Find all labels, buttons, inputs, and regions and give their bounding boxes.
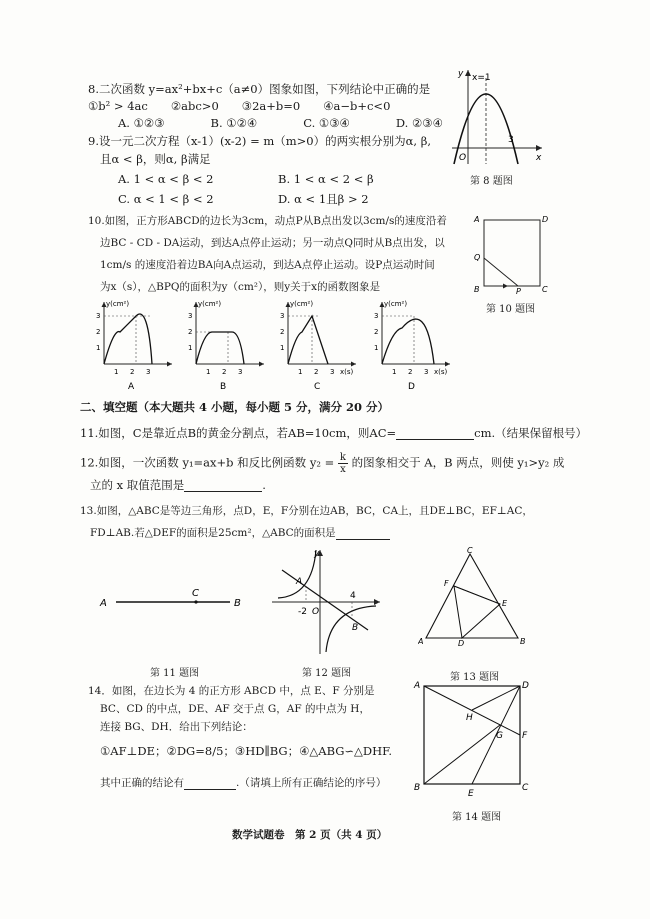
- q10-line4: 为x（s），△BPQ的面积为y（cm²），则y关于x的函数图象是: [100, 281, 381, 293]
- q10-a-tick-1: 1: [96, 344, 101, 352]
- q12-graph-figure: [268, 546, 384, 656]
- q14-line5: [100, 776, 386, 790]
- q14-label-f: F: [522, 731, 528, 741]
- q8-line2: ①b² > 4ac ②abc>0 ③2a+b=0 ④a−b+c<0: [88, 99, 391, 113]
- q14-line2: BC、CD 的中点，DE、AF 交于点 G，AF 的中点为 H，: [100, 703, 370, 715]
- q12-minus-two: -2: [298, 607, 307, 617]
- q10-d-xtick-2: 2: [408, 368, 413, 376]
- q10-b-tick-1: 1: [188, 344, 193, 352]
- q13-label-c: C: [467, 546, 473, 555]
- q8-three-label: 3: [508, 135, 514, 145]
- q10-a-tick-2: 2: [96, 328, 101, 336]
- q14-caption: 第 14 题图: [452, 812, 502, 823]
- q10-square-figure: [470, 210, 550, 294]
- q9-option-a: A. 1 < α < β < 2: [118, 172, 214, 186]
- q10-graph-c: [280, 300, 356, 392]
- q12-caption: 第 12 题图: [302, 668, 352, 679]
- q8-parabola-figure: [446, 64, 546, 168]
- q9-option-d: D. α < 1且β > 2: [278, 192, 369, 206]
- q10-line2: 边BC - CD - DA运动，到达A点停止运动；另一动点Q同时从B点出发，以: [100, 237, 445, 249]
- q12-frac-num: k: [339, 452, 346, 463]
- q10-label-d: D: [542, 215, 549, 224]
- q10-c-ylabel: y(cm²): [290, 300, 314, 308]
- q12-line1: [80, 452, 564, 475]
- q10-label-b: B: [474, 285, 480, 294]
- q12-point-a: A: [296, 577, 303, 587]
- q10-a-ylabel: y(cm²): [106, 300, 130, 308]
- q11-caption: 第 11 题图: [150, 668, 200, 679]
- q10-b-tick-3: 3: [188, 312, 193, 320]
- q10-label-p: P: [516, 287, 521, 294]
- q10-b-letter: B: [220, 382, 227, 392]
- q10-d-tick-3: 3: [374, 312, 379, 320]
- q12-point-b: B: [352, 623, 359, 633]
- q8-x-label: x: [536, 153, 542, 163]
- q14-line5-b: .（请填上所有正确结论的序号）: [236, 777, 387, 789]
- q14-square-figure: [410, 676, 534, 800]
- section2-heading: 二、填空题（本大题共 4 小题，每小题 5 分，满分 20 分）: [80, 400, 390, 414]
- q14-line4: ①AF⊥DE；②DG=8/5；③HD∥BG；④△ABG∽△DHF.: [100, 744, 392, 758]
- q8-axis-label: x=1: [472, 73, 491, 83]
- q11-point-c: C: [192, 588, 199, 599]
- q13-label-d: D: [458, 639, 465, 646]
- q13-label-e: E: [502, 599, 508, 608]
- q8-caption: 第 8 题图: [470, 176, 513, 187]
- q10-a-xtick-2: 2: [130, 368, 135, 376]
- q10-b-ylabel: y(cm²): [198, 300, 222, 308]
- q10-label-a: A: [474, 215, 480, 224]
- q11-point-b: B: [234, 598, 241, 609]
- q13-label-f: F: [444, 579, 449, 588]
- q10-option-graphs: [92, 294, 462, 392]
- q10-a-tick-3: 3: [96, 312, 101, 320]
- q12-text-a: 12.如图，一次函数 y₁=ax+b 和反比例函数: [80, 455, 307, 470]
- q10-a-xtick-3: 3: [146, 368, 151, 376]
- q8-options: A. ①②③ B. ①②④ C. ①③④ D. ②③④: [118, 116, 443, 130]
- q9-line1: 9.设一元二次方程（x-1）(x-2) = m（m>0）的两实根分别为α, β,: [88, 134, 432, 148]
- q11-text-a: 11.如图，C是靠近点B的黄金分割点，若AB=10cm，则AC=: [80, 426, 397, 440]
- page-footer: 数学试题卷 第 2 页（共 4 页）: [232, 829, 388, 841]
- q10-d-xtick-3: 3: [424, 368, 429, 376]
- q14-label-a: A: [414, 681, 421, 691]
- q10-c-xtick-3: 3: [330, 368, 335, 376]
- q9-option-c: C. α < 1 < β < 2: [118, 192, 214, 206]
- q12-origin: O: [312, 607, 320, 617]
- q12-line2-text: 立的 x 取值范围是: [90, 478, 185, 492]
- q13-line1: 13.如图，△ABC是等边三角形，点D，E，F分别在边AB，BC，CA上，且DE⊥BC，EF⊥AC，: [80, 505, 533, 517]
- q10-c-tick-1: 1: [280, 344, 285, 352]
- q14-label-c: C: [522, 783, 529, 793]
- q10-d-tick-2: 2: [374, 328, 379, 336]
- q14-line5-a: 其中正确的结论有: [100, 777, 184, 789]
- q14-line1: 14．如图，在边长为 4 的正方形 ABCD 中，点 E、F 分别是: [88, 685, 375, 697]
- q10-c-xlabel: x(s): [340, 368, 354, 376]
- q10-label-c: C: [542, 285, 548, 294]
- q14-label-g: G: [496, 731, 503, 741]
- q10-b-tick-2: 2: [188, 328, 193, 336]
- q12-fraction: [338, 452, 348, 475]
- q14-line3: 连接 BG、DH．给出下列结论：: [100, 721, 253, 733]
- q14-label-d: D: [522, 681, 529, 691]
- q10-c-letter: C: [314, 382, 321, 392]
- q14-label-e: E: [468, 789, 474, 799]
- q11-answer-blank[interactable]: [396, 427, 474, 440]
- q10-b-xtick-3: 3: [238, 368, 243, 376]
- q12-answer-blank[interactable]: [184, 479, 262, 492]
- q11-point-a: A: [100, 598, 107, 609]
- q10-line3: 1cm/s 的速度沿着边BA向A点运动，到达A点停止运动。设P点运动时间: [100, 259, 435, 271]
- q10-b-xtick-1: 1: [206, 368, 211, 376]
- q11-text: [80, 426, 587, 440]
- q10-d-xlabel: x(s): [434, 368, 448, 376]
- q10-c-tick-3: 3: [280, 312, 285, 320]
- q12-y-label: y: [314, 549, 320, 559]
- q8-y-label: y: [458, 69, 464, 79]
- q10-c-xtick-2: 2: [314, 368, 319, 376]
- q11-segment-figure: [96, 584, 256, 614]
- q10-graph-a: [96, 300, 172, 392]
- q13-triangle-figure: [418, 546, 528, 646]
- q12-text-b: 的图象相交于 A，B 两点，则使 y₁>y₂ 成: [351, 455, 565, 470]
- q13-line2: [90, 526, 390, 540]
- q10-d-xtick-1: 1: [392, 368, 397, 376]
- q11-text-b: cm.（结果保留根号）: [474, 426, 588, 440]
- q10-line1: 10.如图，正方形ABCD的边长为3cm，动点P从B点出发以3cm/s的速度沿着: [88, 215, 447, 227]
- q10-caption: 第 10 题图: [486, 304, 536, 315]
- q14-label-h: H: [466, 713, 473, 723]
- q12-four: 4: [350, 591, 356, 601]
- q10-c-tick-2: 2: [280, 328, 285, 336]
- q10-a-xtick-1: 1: [114, 368, 119, 376]
- q10-b-xtick-2: 2: [222, 368, 227, 376]
- q14-label-b: B: [414, 783, 421, 793]
- q13-answer-blank[interactable]: [336, 527, 390, 540]
- q12-frac-den: x: [340, 464, 346, 475]
- q13-line2-text: FD⊥AB.若△DEF的面积是25cm²，△ABC的面积是: [90, 527, 336, 539]
- q10-c-xtick-1: 1: [298, 368, 303, 376]
- q10-graph-d: [374, 300, 450, 392]
- q12-frac-lhs: y₂ =: [309, 455, 335, 470]
- q10-a-letter: A: [128, 382, 135, 392]
- q9-option-b: B. 1 < α < 2 < β: [278, 172, 374, 186]
- q10-graph-b: [188, 300, 264, 392]
- q8-origin-label: O: [459, 153, 467, 163]
- q8-line1: 8.二次函数 y=ax²+bx+c（a≠0）图象如图，下列结论中正确的是: [88, 82, 431, 96]
- q9-line2: 且α < β，则α, β满足: [100, 152, 211, 166]
- q10-label-q: Q: [474, 253, 481, 262]
- q13-caption: 第 13 题图: [450, 672, 500, 683]
- q10-d-letter: D: [408, 382, 415, 392]
- q13-label-a: A: [418, 637, 424, 646]
- q10-d-ylabel: y(cm²): [384, 300, 408, 308]
- q14-answer-blank[interactable]: [184, 777, 236, 790]
- q13-label-b: B: [520, 637, 526, 646]
- q12-line2: 立的 x 取值范围是 .: [90, 478, 266, 492]
- q10-d-tick-1: 1: [374, 344, 379, 352]
